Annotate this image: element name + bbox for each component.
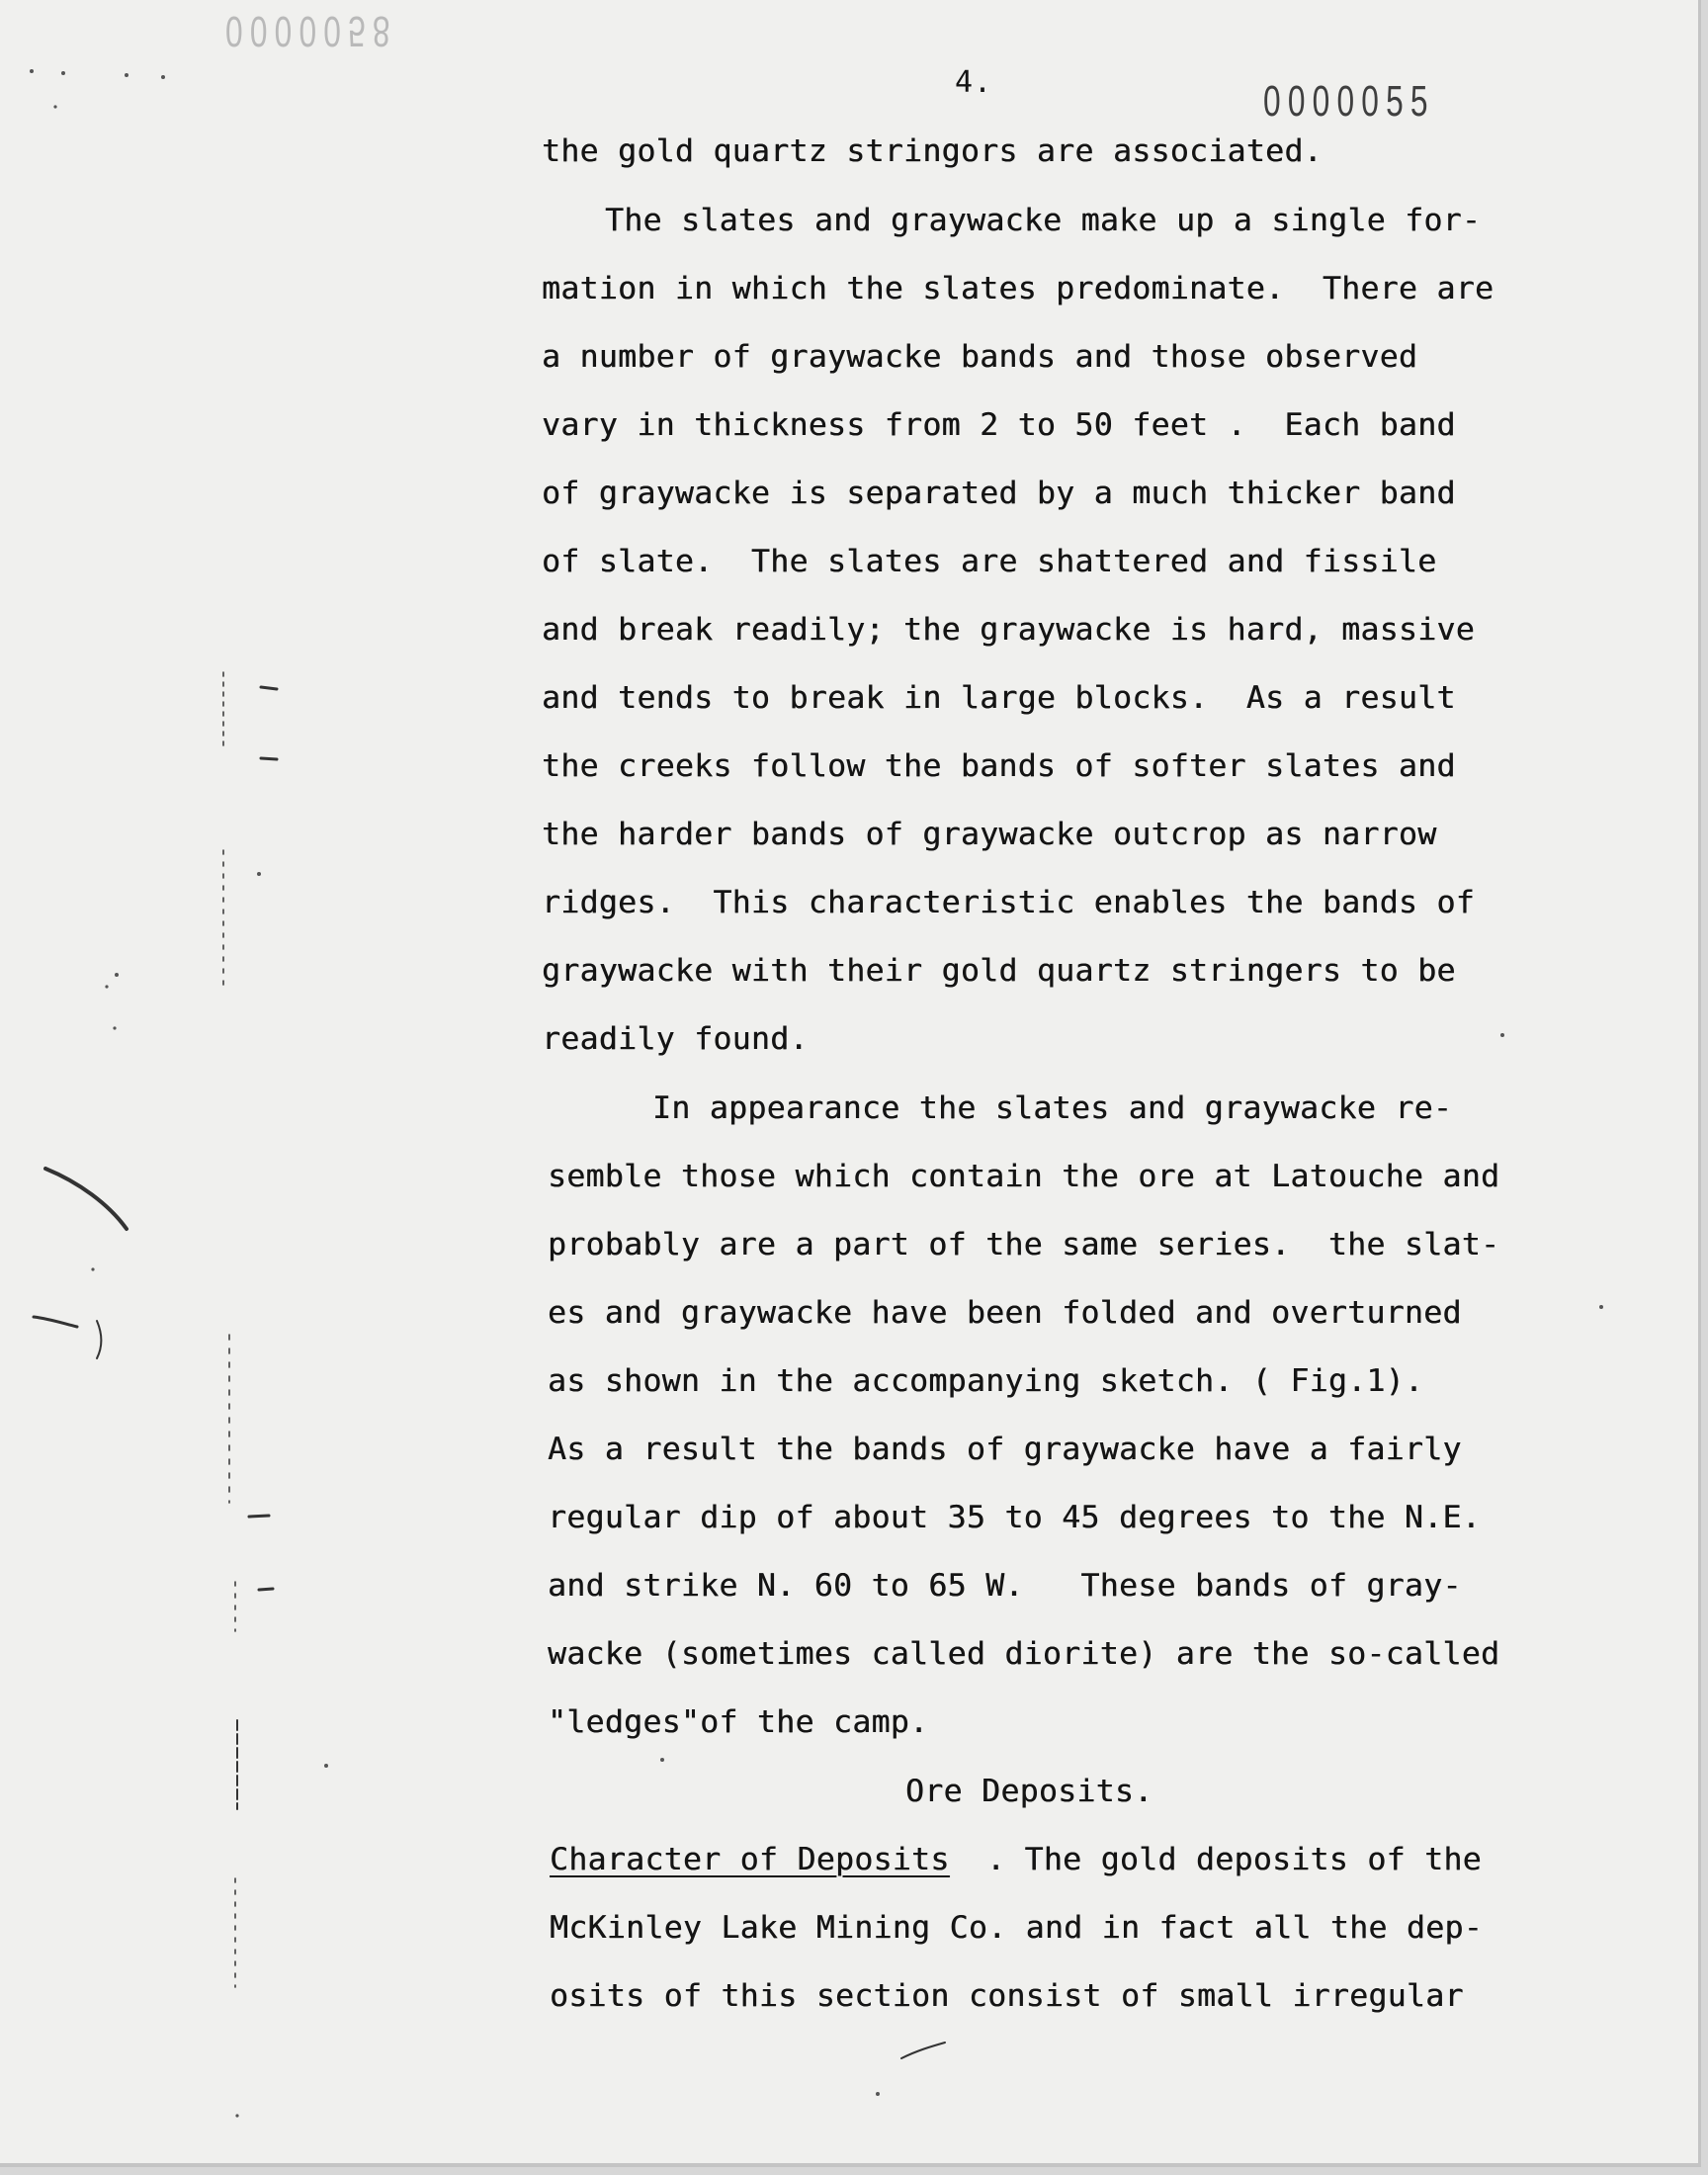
text-line: As a result the bands of graywacke have a fairly [548, 1432, 1462, 1467]
text-line: . The gold deposits of the [986, 1842, 1482, 1877]
text-line: graywacke with their gold quartz stringers to be [542, 953, 1456, 989]
pen-stroke [45, 1169, 127, 1229]
text-line: and strike N. 60 to 65 W. These bands of gray- [548, 1568, 1462, 1604]
text-line: the creeks follow the bands of softer slates and [542, 748, 1456, 784]
pen-stroke [97, 1321, 102, 1358]
stamp-number: 0000055 [1263, 77, 1435, 126]
scan-speck [53, 105, 56, 108]
scan-speck [105, 985, 108, 988]
section-heading: Ore Deposits. [905, 1774, 1153, 1809]
text-line: wacke (sometimes called diorite) are the so-called [548, 1636, 1500, 1672]
text-line: In appearance the slates and graywacke re- [652, 1090, 1453, 1126]
scan-speck [30, 69, 34, 73]
pen-stroke [901, 2043, 945, 2058]
scan-speck [1599, 1305, 1603, 1309]
text-line: probably are a part of the same series. the slat- [548, 1227, 1500, 1262]
text-line: as shown in the accompanying sketch. ( Fig.1). [548, 1363, 1424, 1399]
margin-tick [261, 687, 277, 689]
scan-speck [91, 1267, 94, 1270]
scan-speck [235, 2114, 238, 2117]
text-line: McKinley Lake Mining Co. and in fact all the dep- [550, 1910, 1483, 1946]
text-line: and tends to break in large blocks. As a result [542, 680, 1456, 716]
scan-speck [113, 1026, 116, 1029]
page-number: 4. [955, 65, 993, 100]
text-line: osits of this section consist of small irregular [550, 1978, 1464, 2014]
faint-stamp-number: 0000058 [225, 7, 397, 55]
text-line: readily found. [542, 1021, 809, 1057]
margin-tick [259, 1589, 273, 1590]
margin-tick [261, 758, 277, 759]
scan-speck [876, 2092, 880, 2096]
pen-stroke [34, 1317, 77, 1327]
text-line: The slates and graywacke make up a single for- [605, 203, 1482, 238]
scan-speck [1500, 1033, 1504, 1037]
text-line: the harder bands of graywacke outcrop as narrow [542, 817, 1437, 852]
scan-speck [115, 973, 119, 977]
text-line: a number of graywacke bands and those observed [542, 339, 1418, 375]
text-line: and break readily; the graywacke is hard, massive [542, 612, 1475, 648]
text-line: the gold quartz stringors are associated. [542, 133, 1323, 169]
subsection-heading: Character of Deposits [550, 1842, 950, 1877]
text-line: of slate. The slates are shattered and fissile [542, 544, 1437, 579]
text-line: "ledges"of the camp. [548, 1704, 929, 1740]
margin-tick [249, 1516, 269, 1517]
scan-speck [660, 1758, 664, 1762]
scan-speck [257, 872, 261, 876]
scan-speck [324, 1764, 328, 1768]
scan-speck [61, 71, 65, 75]
text-line: mation in which the slates predominate. There are [542, 271, 1494, 306]
text-line: vary in thickness from 2 to 50 feet . Each band [542, 407, 1456, 443]
text-line: es and graywacke have been folded and overturned [548, 1295, 1462, 1331]
text-line: regular dip of about 35 to 45 degrees to the N.E. [548, 1500, 1481, 1535]
text-line: of graywacke is separated by a much thicker band [542, 476, 1456, 511]
text-line: semble those which contain the ore at Latouche and [548, 1159, 1500, 1194]
scan-speck [161, 75, 165, 79]
scan-speck [125, 73, 128, 77]
text-line: ridges. This characteristic enables the bands of [542, 885, 1475, 920]
